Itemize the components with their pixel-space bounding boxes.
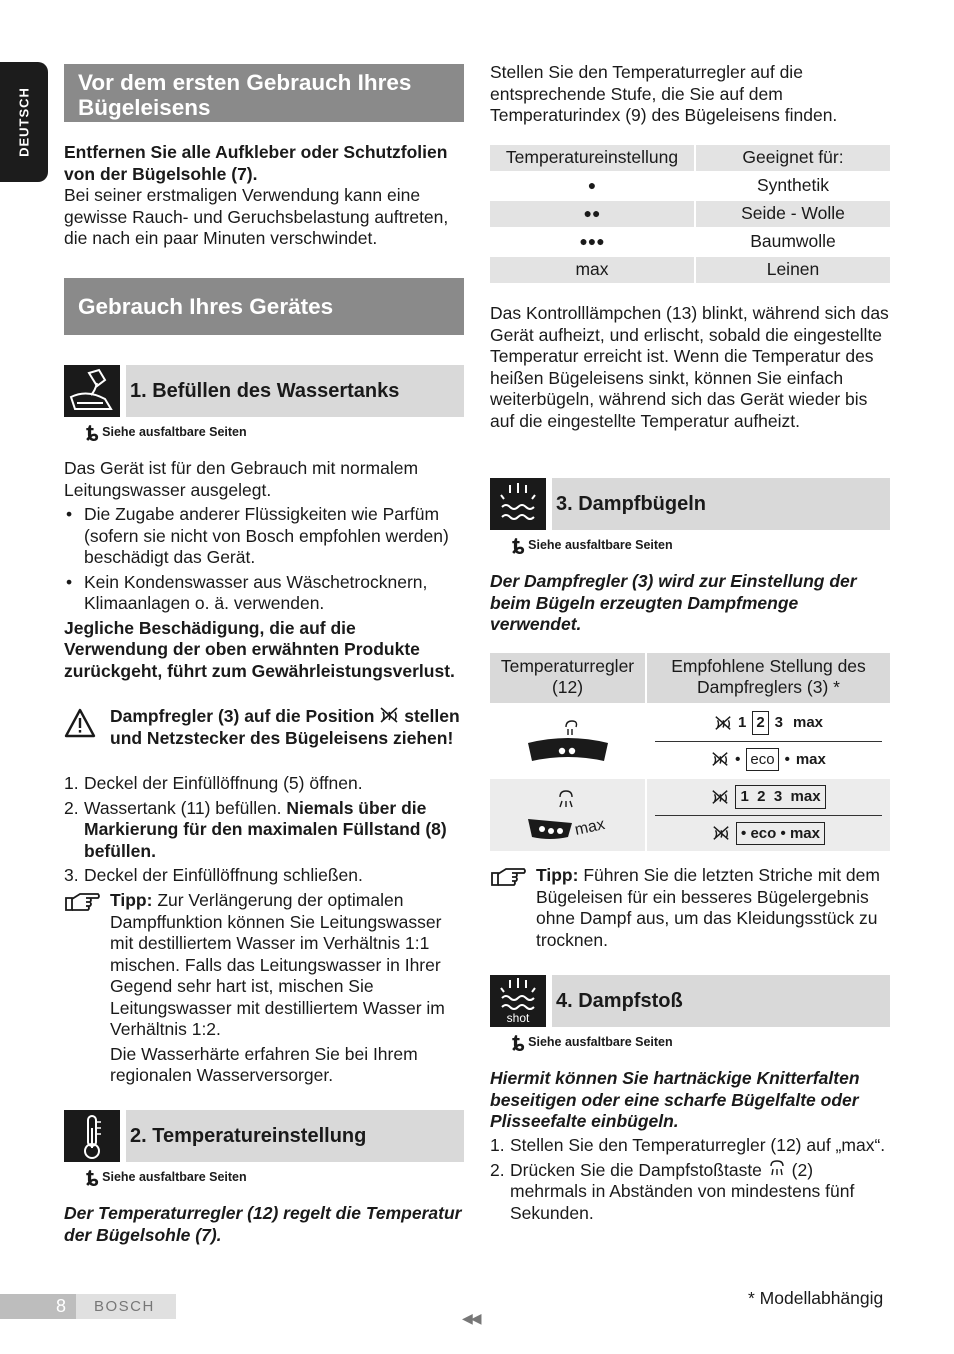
setting-value-selected: 2	[752, 711, 768, 735]
setting-value: 2	[757, 788, 766, 805]
table-row	[490, 173, 890, 199]
setting-range-box	[736, 822, 825, 846]
section-fill-water	[64, 365, 464, 417]
see-fold-out-3	[512, 532, 673, 560]
tip-text: Führen Sie die letzten Striche mit dem Bügeleisen für ein besseres Bügelergebnis ohne Dampf aus, um das Kleidungsstück zu trocknen.	[536, 865, 880, 950]
dial-max-icon	[490, 779, 645, 851]
step-text: Deckel der Einfüllöffnung schließen.	[84, 865, 363, 885]
table-header: Geeignet für:	[696, 145, 890, 171]
setting-value: max	[789, 824, 820, 842]
back-arrows-icon: ◀◀	[462, 1310, 480, 1326]
table-row	[490, 257, 890, 283]
water-fill-icon	[64, 365, 120, 417]
table-header: Empfohlene Stellung des Dampfreglers (3) *	[647, 653, 890, 703]
setting-value: •	[735, 750, 741, 768]
table-cell: ●●●	[490, 229, 696, 255]
step-number: 2.	[490, 1159, 505, 1180]
table-cell: max	[490, 257, 696, 283]
warning-icon	[64, 708, 96, 738]
temperature-table	[490, 143, 890, 285]
section-temperature	[64, 1110, 464, 1162]
setting-value: eco	[750, 824, 777, 842]
list-item	[64, 773, 464, 795]
pointing-hand-icon	[64, 890, 100, 914]
table-cell	[655, 779, 882, 816]
setting-value: 3	[774, 714, 783, 731]
no-steam-icon	[711, 750, 729, 768]
step-text: Deckel der Einfüllöffnung (5) öffnen.	[84, 773, 363, 793]
fold-out-icon: ȶ	[86, 419, 99, 447]
fold-out-icon: ȶ	[512, 1029, 525, 1057]
steam-icon	[490, 478, 546, 530]
see-fold-out-1	[86, 419, 247, 447]
steam-shot-icon	[490, 975, 546, 1027]
steam-lead: Der Dampfregler (3) wird zur Einstellung der beim Bügeln erzeugten Dampfmenge verwendet.	[490, 571, 857, 634]
setting-value: max	[793, 714, 824, 731]
step-number: 3.	[64, 865, 79, 885]
list-item: • Kein Kondenswasser aus Wäschetrocknern, Klimaanlagen o. ä. verwenden.	[64, 572, 464, 615]
table-row	[490, 779, 890, 851]
section-fill-water-title: 1. Befüllen des Wassertanks	[126, 365, 464, 417]
table-cell: Leinen	[696, 257, 890, 283]
fill-water-intro: Das Gerät ist für den Gebrauch mit normalem Leitungswasser ausgelegt.	[64, 458, 419, 500]
section-steam-ironing	[490, 478, 890, 530]
step-number: 1.	[490, 1135, 505, 1155]
no-steam-icon	[379, 706, 399, 724]
setting-value: •	[780, 824, 786, 842]
tip-water-hardness: Die Wasserhärte erfahren Sie bei Ihrem regionalen Wasserversorger.	[110, 1043, 418, 1085]
tip-label: Tipp:	[110, 890, 153, 910]
setting-value: max	[790, 788, 821, 805]
thermometer-icon	[64, 1110, 120, 1162]
fill-steps	[64, 773, 464, 887]
setting-value: 1	[740, 788, 749, 805]
list-item	[64, 865, 464, 887]
section-steam-shot	[490, 975, 890, 1027]
temperature-lead: Der Temperaturregler (12) regelt die Temperatur der Bügelsohle (7).	[64, 1203, 462, 1245]
first-use-text	[64, 142, 464, 250]
table-cell: Seide - Wolle	[696, 201, 890, 227]
tip-dry-finish-text	[536, 865, 890, 951]
heading-first-use: Vor dem ersten Gebrauch Ihres Bügeleisens	[64, 64, 464, 122]
table-cell: ●●	[490, 201, 696, 227]
no-steam-icon	[711, 788, 729, 806]
table-cell: Baumwolle	[750, 231, 836, 252]
table-header-row	[490, 145, 890, 171]
table-row	[490, 229, 890, 255]
caution-block	[64, 706, 464, 749]
table-header-row	[490, 653, 890, 703]
dial-max-label: max	[572, 815, 606, 839]
tip-water-mix	[64, 890, 464, 1087]
setting-value: 1	[737, 714, 747, 731]
tip-text: Zur Verlängerung der optimalen Dampffunktion können Sie Leitungswasser mit destilliertem Wasser im Verhältnis 1:1 mischen. Falls das Leitungswasser in Ihrer Gegend sehr hart ist, mischen Sie Leitungswasser mit destilliertem Wasser im Verhältnis 1:2.	[110, 890, 445, 1039]
steam-shot-button-icon	[767, 1160, 787, 1178]
table-cell	[647, 816, 890, 852]
tip-water-mix-text	[110, 890, 464, 1041]
table-cell: Synthetik	[757, 175, 829, 196]
section-steam-ironing-title: 3. Dampfbügeln	[552, 478, 890, 530]
steam-shot-icon-label: shot	[506, 1011, 530, 1025]
caution-text-b: stellen und Netzstecker des Bügeleisens ziehen!	[110, 706, 460, 748]
setting-value: 3	[773, 788, 783, 805]
language-tab-label: DEUTSCH	[16, 87, 32, 157]
steam-settings-cells	[647, 779, 890, 851]
tip-dry-finish	[490, 865, 890, 951]
step-text: Wassertank (11) befüllen.	[84, 797, 287, 818]
step-text: Stellen Sie den Temperaturregler (12) auf „max“.	[510, 1135, 886, 1155]
warranty-warning: Jegliche Beschädigung, die auf die Verwendung der oben erwähnten Produkte zurückgeht, führt zum Gewährleistungsverlust.	[64, 617, 455, 681]
no-steam-icon	[714, 714, 732, 732]
no-steam-icon	[712, 824, 730, 842]
setting-value: •	[784, 750, 790, 768]
steam-settings-cells	[647, 705, 890, 777]
setting-range-box	[735, 785, 825, 809]
see-fold-out-label: Siehe ausfaltbare Seiten	[528, 538, 673, 552]
dial-low-icon	[490, 705, 645, 777]
tip-water-mix-content	[110, 890, 464, 1087]
table-cell	[647, 742, 890, 778]
first-use-bold: Entfernen Sie alle Aufkleber oder Schutzfolien von der Bügelsohle (7).	[64, 142, 448, 184]
table-header: Temperatureinstellung	[490, 145, 696, 171]
section-temperature-title: 2. Temperatureinstellung	[126, 1110, 464, 1162]
step-text: Drücken Sie die Dampfstoßtaste	[510, 1159, 762, 1180]
setting-value-selected: eco	[746, 748, 778, 772]
steam-shot-steps	[490, 1135, 890, 1224]
caution-text	[110, 706, 464, 749]
see-fold-out-2	[86, 1164, 247, 1192]
setting-value: max	[795, 750, 826, 768]
brand-name: BOSCH	[94, 1298, 155, 1315]
steam-settings-table	[490, 653, 890, 851]
step-number: 2.	[64, 797, 79, 818]
fold-out-icon: ȶ	[512, 532, 525, 560]
temp-intro: Stellen Sie den Temperaturregler auf die entsprechende Stufe, die Sie auf dem Temperaturindex (9) des Bügeleisens finden.	[490, 62, 838, 125]
footer-bar	[0, 1294, 176, 1319]
fill-water-bullets	[64, 504, 464, 615]
caution-text-a: Dampfregler (3) auf die Position	[110, 706, 375, 726]
pointing-hand-icon	[490, 865, 526, 889]
list-item: • Die Zugabe anderer Flüssigkeiten wie Parfüm (sofern sie nicht von Bosch empfohlen werden) beschädigt das Gerät.	[64, 504, 464, 569]
step-bold-note: Niemals über die Markierung für den maximalen Füllstand (8) befüllen.	[84, 797, 447, 861]
page-number: 8	[0, 1294, 76, 1319]
list-item	[64, 798, 464, 863]
see-fold-out-4	[512, 1029, 673, 1057]
steam-shot-lead: Hiermit können Sie hartnäckige Knitterfalten beseitigen oder eine scharfe Bügelfalte oder Plisseefalte einbügeln.	[490, 1068, 860, 1131]
table-header: Temperaturregler (12)	[490, 653, 645, 703]
see-fold-out-label: Siehe ausfaltbare Seiten	[102, 1170, 247, 1184]
see-fold-out-label: Siehe ausfaltbare Seiten	[102, 425, 247, 439]
fill-water-body	[64, 458, 464, 682]
list-item	[490, 1135, 890, 1157]
see-fold-out-label: Siehe ausfaltbare Seiten	[528, 1035, 673, 1049]
heading-usage: Gebrauch Ihres Gerätes	[64, 278, 464, 335]
first-use-text-body: Bei seiner erstmaligen Verwendung kann eine gewisse Rauch- und Geruchsbelastung auftreten, die nach ein paar Minuten verschwindet.	[64, 185, 449, 248]
tip-label: Tipp:	[536, 865, 579, 885]
table-cell	[655, 705, 882, 742]
list-item	[490, 1160, 890, 1225]
step-number: 1.	[64, 773, 79, 793]
section-steam-shot-title: 4. Dampfstoß	[552, 975, 890, 1027]
table-row	[490, 201, 890, 227]
table-row	[490, 705, 890, 777]
setting-value: •	[741, 824, 747, 842]
fold-out-icon: ȶ	[86, 1164, 99, 1192]
table-cell: ●	[490, 173, 696, 199]
lamp-text: Das Kontrolllämpchen (13) blinkt, während sich das Gerät aufheizt, und erlischt, sobald die eingestellte Temperatur erreicht ist. Wenn die Temperatur des heißen Bügeleisens sinkt, können Sie einfach weiterbügeln, während sich das Gerät wieder bis auf die eingestellte Temperatur aufheizt.	[490, 303, 889, 431]
footnote: * Modellabhängig	[748, 1288, 884, 1308]
step-text: (2) mehrmals in Abständen von mindestens fünf Sekunden.	[510, 1159, 855, 1223]
language-tab	[0, 62, 48, 182]
